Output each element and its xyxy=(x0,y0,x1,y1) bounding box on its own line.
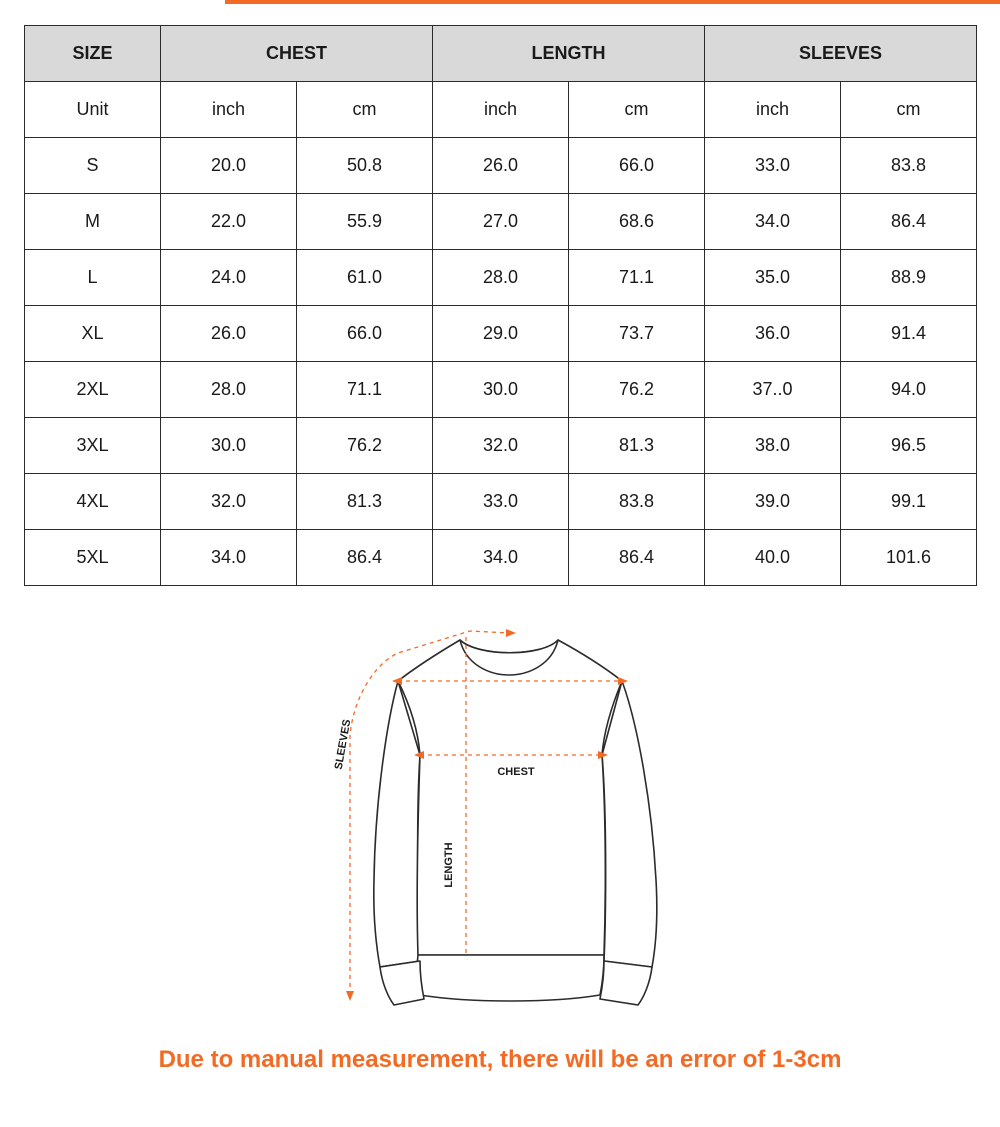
sleeves-inch-cell: 39.0 xyxy=(705,474,841,530)
chest-cm-cell: 76.2 xyxy=(297,418,433,474)
size-cell: 3XL xyxy=(25,418,161,474)
sleeves-inch-cell: 40.0 xyxy=(705,530,841,586)
sleeves-header: SLEEVES xyxy=(705,26,977,82)
length-cm-cell: 83.8 xyxy=(569,474,705,530)
size-cell: 2XL xyxy=(25,362,161,418)
sleeves-inch-cell: 35.0 xyxy=(705,250,841,306)
chest-inch-cell: 22.0 xyxy=(161,194,297,250)
chest-cm-unit: cm xyxy=(297,82,433,138)
top-accent-bar xyxy=(225,0,1000,4)
length-inch-cell: 27.0 xyxy=(433,194,569,250)
chest-inch-cell: 28.0 xyxy=(161,362,297,418)
table-row xyxy=(25,306,977,362)
length-cm-cell: 76.2 xyxy=(569,362,705,418)
table-row xyxy=(25,418,977,474)
size-cell: M xyxy=(25,194,161,250)
size-cell: L xyxy=(25,250,161,306)
chest-inch-cell: 34.0 xyxy=(161,530,297,586)
sleeves-inch-cell: 38.0 xyxy=(705,418,841,474)
size-header: SIZE xyxy=(25,26,161,82)
sleeves-arrow-start xyxy=(506,629,516,637)
size-cell: 5XL xyxy=(25,530,161,586)
table-row xyxy=(25,194,977,250)
size-chart-table xyxy=(24,25,977,586)
table-row xyxy=(25,138,977,194)
sweater-measurement-diagram xyxy=(320,615,690,1015)
sleeves-inch-cell: 33.0 xyxy=(705,138,841,194)
sleeves-arrow-end xyxy=(346,991,354,1001)
unit-row xyxy=(25,82,977,138)
length-cm-cell: 68.6 xyxy=(569,194,705,250)
sleeves-cm-cell: 86.4 xyxy=(841,194,977,250)
sleeves-inch-cell: 36.0 xyxy=(705,306,841,362)
length-cm-unit: cm xyxy=(569,82,705,138)
chest-inch-cell: 24.0 xyxy=(161,250,297,306)
table-row xyxy=(25,530,977,586)
chest-cm-cell: 50.8 xyxy=(297,138,433,194)
right-cuff-shape xyxy=(600,961,652,1005)
table-row xyxy=(25,362,977,418)
table-row xyxy=(25,250,977,306)
sleeves-cm-cell: 101.6 xyxy=(841,530,977,586)
table-row xyxy=(25,474,977,530)
measurement-disclaimer: Due to manual measurement, there will be an error of 1-3cm xyxy=(158,1046,842,1073)
length-header: LENGTH xyxy=(433,26,705,82)
length-cm-cell: 86.4 xyxy=(569,530,705,586)
sleeves-cm-cell: 88.9 xyxy=(841,250,977,306)
chest-inch-cell: 30.0 xyxy=(161,418,297,474)
table-header-row xyxy=(25,26,977,82)
sleeves-cm-cell: 94.0 xyxy=(841,362,977,418)
sleeves-cm-cell: 91.4 xyxy=(841,306,977,362)
sleeves-cm-cell: 96.5 xyxy=(841,418,977,474)
chest-inch-cell: 20.0 xyxy=(161,138,297,194)
length-cm-cell: 71.1 xyxy=(569,250,705,306)
size-cell: S xyxy=(25,138,161,194)
left-sleeve-shape xyxy=(374,681,420,967)
length-inch-cell: 30.0 xyxy=(433,362,569,418)
sleeves-inch-cell: 37..0 xyxy=(705,362,841,418)
length-label: LENGTH xyxy=(443,842,455,888)
chest-header: CHEST xyxy=(161,26,433,82)
length-inch-cell: 29.0 xyxy=(433,306,569,362)
sleeves-cm-unit: cm xyxy=(841,82,977,138)
chest-cm-cell: 71.1 xyxy=(297,362,433,418)
right-sleeve-shape xyxy=(602,681,657,967)
chest-cm-cell: 66.0 xyxy=(297,306,433,362)
unit-label: Unit xyxy=(25,82,161,138)
sleeves-cm-cell: 99.1 xyxy=(841,474,977,530)
body-shape xyxy=(398,640,622,955)
length-cm-cell: 73.7 xyxy=(569,306,705,362)
length-inch-unit: inch xyxy=(433,82,569,138)
chest-cm-cell: 61.0 xyxy=(297,250,433,306)
chest-inch-cell: 32.0 xyxy=(161,474,297,530)
sleeves-cm-cell: 83.8 xyxy=(841,138,977,194)
length-inch-cell: 32.0 xyxy=(433,418,569,474)
size-cell: XL xyxy=(25,306,161,362)
chest-cm-cell: 55.9 xyxy=(297,194,433,250)
length-inch-cell: 26.0 xyxy=(433,138,569,194)
sleeves-inch-cell: 34.0 xyxy=(705,194,841,250)
sleeves-label: SLEEVES xyxy=(332,718,354,771)
size-cell: 4XL xyxy=(25,474,161,530)
chest-inch-unit: inch xyxy=(161,82,297,138)
length-inch-cell: 34.0 xyxy=(433,530,569,586)
chest-cm-cell: 86.4 xyxy=(297,530,433,586)
length-cm-cell: 66.0 xyxy=(569,138,705,194)
length-cm-cell: 81.3 xyxy=(569,418,705,474)
length-inch-cell: 28.0 xyxy=(433,250,569,306)
chest-inch-cell: 26.0 xyxy=(161,306,297,362)
sleeves-inch-unit: inch xyxy=(705,82,841,138)
left-cuff-shape xyxy=(380,961,424,1005)
chest-cm-cell: 81.3 xyxy=(297,474,433,530)
length-inch-cell: 33.0 xyxy=(433,474,569,530)
chest-label: CHEST xyxy=(497,766,535,778)
waistband-shape xyxy=(417,955,604,1001)
